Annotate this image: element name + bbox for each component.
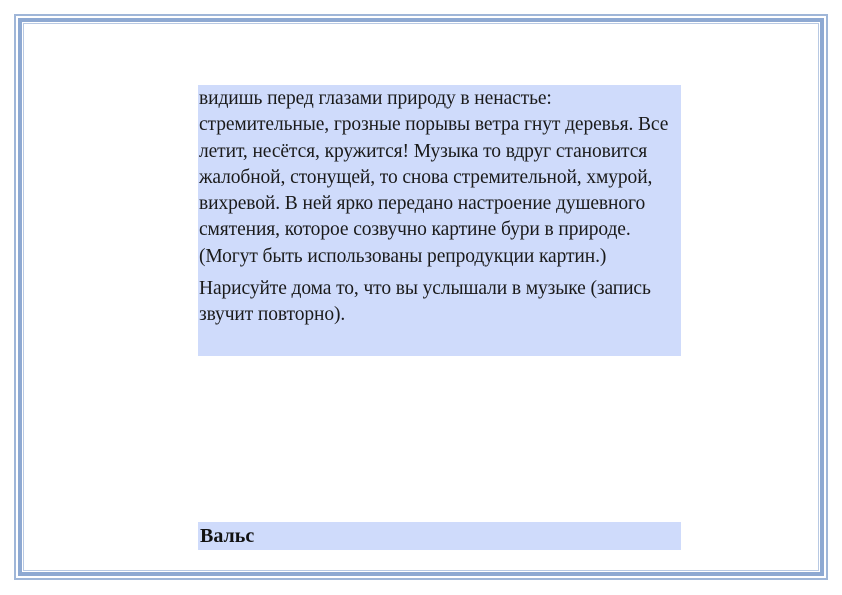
section-title: Вальс bbox=[198, 522, 681, 550]
body-paragraph-homework: Нарисуйте дома то, что вы услышали в музыке (запись звучит повторно). bbox=[199, 278, 651, 326]
body-text-block bbox=[198, 85, 681, 356]
body-paragraph-description: видишь перед глазами природу в ненастье: стремительные, грозные порывы ветра гнут деревья. Все летит, несётся, кружится! Музыка то вдруг становится жалобной, стонущей, то снова стремительной, хмурой, вихревой. В ней ярко передано настроение душевного смятения, которое созвучно картине бури в природе. (Могут быть использованы репродукции картин.) bbox=[199, 88, 669, 267]
